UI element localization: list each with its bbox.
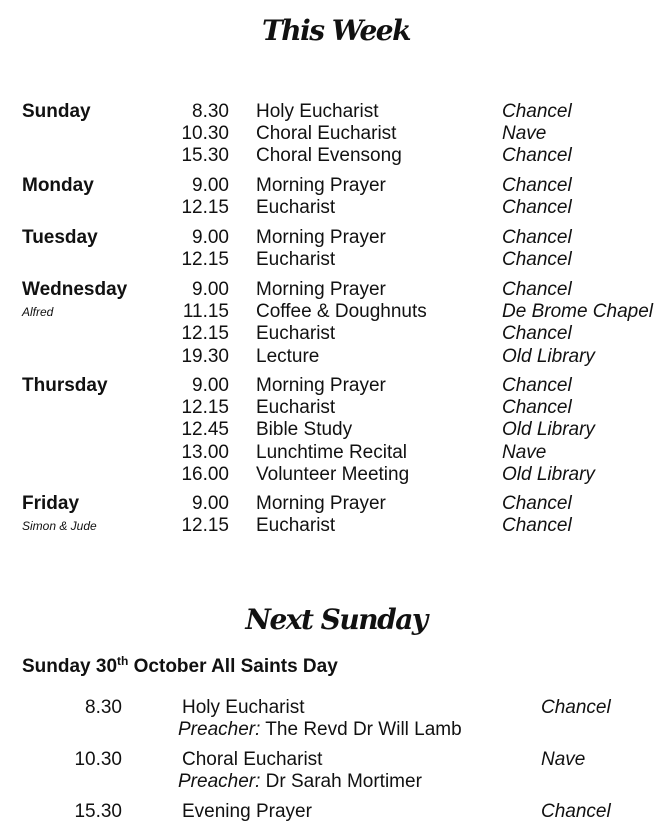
event-time: 19.30 (181, 345, 229, 367)
event-event: Eucharist (256, 197, 336, 219)
event-time: 11.15 (182, 301, 229, 323)
event-place: Chancel (502, 515, 572, 537)
schedule-row (0, 301, 672, 323)
event-event: Choral Eucharist (256, 123, 397, 145)
event-event: Morning Prayer (256, 375, 386, 396)
service-event: Holy Eucharist (182, 697, 305, 718)
event-place: Chancel (502, 175, 572, 196)
schedule-row (0, 515, 672, 537)
event-time: 9.00 (192, 279, 229, 300)
event-event: Choral Evensong (256, 145, 402, 167)
event-place: Chancel (502, 323, 572, 345)
event-place: Old Library (502, 345, 595, 367)
event-place: Chancel (502, 249, 572, 271)
day-commemoration: Simon & Jude (22, 519, 97, 533)
event-time: 9.00 (192, 493, 229, 514)
event-place: Nave (502, 123, 547, 145)
event-event: Morning Prayer (256, 279, 386, 300)
event-event: Lecture (256, 345, 320, 367)
preacher-label: Preacher: (178, 771, 261, 792)
schedule-row (0, 346, 672, 368)
event-time: 10.30 (181, 123, 229, 145)
title-ordinal-suffix: th (117, 654, 129, 668)
event-event: Morning Prayer (256, 493, 386, 514)
event-time: 9.00 (192, 375, 229, 396)
title-prefix: Sunday 30 (22, 656, 118, 677)
event-time: 9.00 (192, 175, 229, 196)
event-event: Eucharist (256, 323, 336, 345)
event-place: Chancel (502, 375, 572, 396)
event-event: Eucharist (256, 515, 336, 537)
event-event: Eucharist (256, 397, 336, 419)
schedule-row (0, 175, 672, 197)
service-time: 15.30 (74, 801, 122, 822)
event-event: Bible Study (256, 419, 353, 441)
day-name: Sunday (22, 101, 91, 122)
schedule-row (0, 249, 672, 271)
schedule-row (0, 493, 672, 515)
event-time: 12.15 (181, 397, 229, 419)
event-time: 12.15 (181, 323, 229, 345)
service-event: Evening Prayer (182, 801, 312, 822)
event-place: Chancel (502, 279, 572, 300)
service-event: Choral Eucharist (182, 749, 323, 770)
event-place: Chancel (502, 101, 572, 122)
schedule-row (0, 197, 672, 219)
day-name: Thursday (22, 375, 108, 396)
schedule-row (0, 397, 672, 419)
event-time: 12.45 (181, 419, 229, 441)
event-time: 15.30 (181, 145, 229, 167)
event-time: 12.15 (181, 197, 229, 219)
event-event: Holy Eucharist (256, 101, 379, 122)
event-place: De Brome Chapel (502, 301, 654, 323)
next-sunday-heading: Next Sunday (245, 603, 427, 636)
event-event: Eucharist (256, 249, 336, 271)
this-week-heading: This Week (261, 14, 411, 47)
title-rest: October All Saints Day (128, 656, 338, 677)
event-place: Chancel (502, 493, 572, 514)
schedule-row (0, 123, 672, 145)
event-time: 9.00 (192, 227, 229, 248)
event-place: Chancel (502, 145, 572, 167)
event-event: Lunchtime Recital (256, 441, 408, 463)
next-sunday-title (22, 656, 338, 678)
schedule-row (0, 442, 672, 464)
event-time: 16.00 (181, 463, 229, 485)
service-place: Chancel (541, 697, 611, 718)
day-name: Wednesday (22, 279, 128, 300)
schedule-row (0, 145, 672, 167)
event-place: Old Library (502, 463, 595, 485)
service-place: Nave (541, 749, 586, 770)
event-time: 12.15 (181, 249, 229, 271)
event-place: Old Library (502, 419, 595, 441)
event-time: 8.30 (192, 101, 229, 122)
service-time: 10.30 (74, 749, 122, 770)
schedule-row (0, 323, 672, 345)
preacher-name: The Revd Dr Will Lamb (260, 719, 462, 740)
event-event: Coffee & Doughnuts (256, 301, 427, 323)
schedule-row (0, 227, 672, 249)
event-time: 13.00 (181, 441, 229, 463)
event-event: Morning Prayer (256, 227, 386, 248)
service-place: Chancel (541, 801, 611, 822)
schedule-row (0, 101, 672, 123)
service-time: 8.30 (85, 697, 122, 718)
schedule-row (0, 464, 672, 486)
day-name: Tuesday (22, 227, 98, 248)
event-time: 12.15 (181, 515, 229, 537)
event-place: Chancel (502, 197, 572, 219)
day-name: Monday (22, 175, 94, 196)
service-preacher (178, 771, 422, 793)
event-place: Nave (502, 441, 547, 463)
service-preacher (178, 719, 462, 741)
event-event: Volunteer Meeting (256, 463, 410, 485)
preacher-label: Preacher: (178, 719, 261, 740)
event-place: Chancel (502, 227, 572, 248)
schedule-row (0, 279, 672, 301)
schedule-row (0, 419, 672, 441)
preacher-name: Dr Sarah Mortimer (260, 771, 422, 792)
event-place: Chancel (502, 397, 572, 419)
event-event: Morning Prayer (256, 175, 386, 196)
day-name: Friday (22, 493, 80, 514)
schedule-row (0, 375, 672, 397)
day-commemoration: Alfred (22, 305, 54, 319)
